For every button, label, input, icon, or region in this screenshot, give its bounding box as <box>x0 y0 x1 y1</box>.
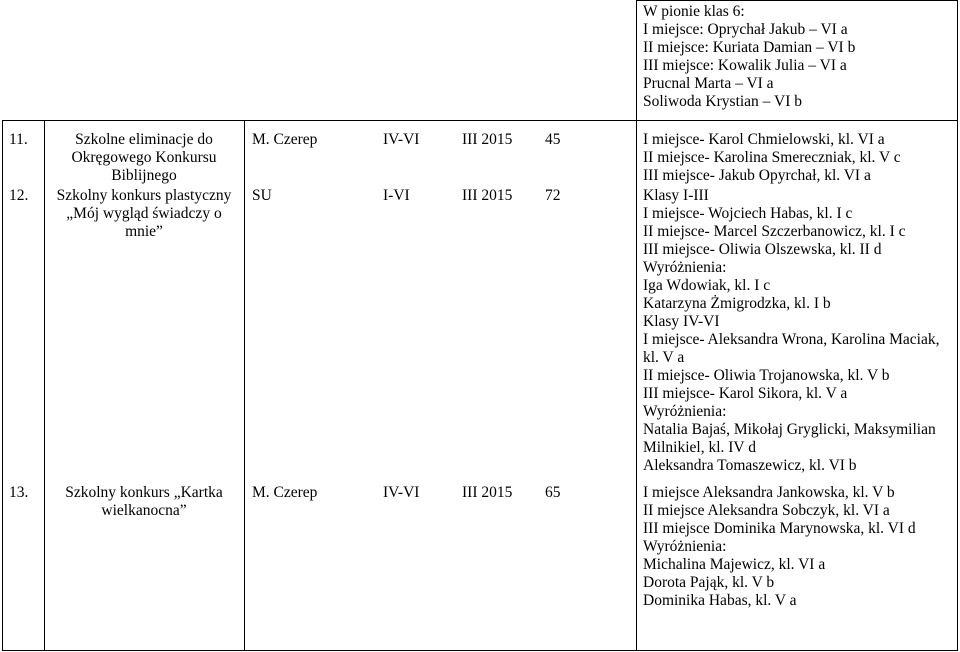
result-line: Dominika Habas, kl. V a <box>643 592 797 609</box>
result-line: II miejsce- Oliwia Trojanowska, kl. V b <box>643 367 890 384</box>
classes: IV-VI <box>383 131 420 148</box>
result-line: Wyróżnienia: <box>643 538 727 555</box>
class6-line: I miejsce: Oprychał Jakub – VI a <box>643 21 848 38</box>
contest-name-line: wielkanocna” <box>101 502 187 519</box>
results <box>643 131 901 185</box>
participant-count: 45 <box>545 131 561 148</box>
result-line: Aleksandra Tomaszewicz, kl. VI b <box>643 457 857 474</box>
contest-name-line: Szkolny konkurs plastyczny <box>56 187 232 204</box>
result-line: III miejsce- Karol Sikora, kl. V a <box>643 385 848 402</box>
col-divider-main <box>244 121 245 650</box>
classes: IV-VI <box>383 484 420 501</box>
class6-line: W pionie klas 6: <box>643 3 745 20</box>
result-line: Klasy IV-VI <box>643 313 720 330</box>
contest-name <box>44 131 244 185</box>
class6-results-block <box>643 3 855 111</box>
result-line: Michalina Majewicz, kl. VI a <box>643 556 826 573</box>
contest-name-line: „Mój wygląd świadczy o <box>66 205 222 222</box>
contest-name-line: Biblijnego <box>111 167 177 184</box>
result-line: Dorota Pająk, kl. V b <box>643 574 775 591</box>
contest-name-line: mnie” <box>125 223 163 240</box>
result-line: Milnikiel, kl. IV d <box>643 439 756 456</box>
header-bottom-border <box>2 120 958 121</box>
results <box>643 187 940 475</box>
participant-count: 72 <box>545 187 561 204</box>
contest-name <box>44 484 244 520</box>
contest-name-line: Okręgowego Konkursu <box>71 149 217 166</box>
result-line: II miejsce- Karolina Smereczniak, kl. V c <box>643 149 901 166</box>
result-line: III miejsce Dominika Marynowska, kl. VI d <box>643 520 916 537</box>
contest-name <box>44 187 244 241</box>
result-line: Iga Wdowiak, kl. I c <box>643 277 771 294</box>
class6-line: II miejsce: Kuriata Damian – VI b <box>643 39 856 56</box>
result-line: II miejsce Aleksandra Sobczyk, kl. VI a <box>643 502 890 519</box>
result-line: I miejsce- Aleksandra Wrona, Karolina Maciak, <box>643 331 940 348</box>
organizer: M. Czerep <box>252 484 318 501</box>
result-line: Wyróżnienia: <box>643 259 727 276</box>
organizer: SU <box>252 187 272 204</box>
contest-name-line: Szkolne eliminacje do <box>75 131 213 148</box>
table-border-bottom <box>2 650 958 651</box>
class6-line: Prucnal Marta – VI a <box>643 75 774 92</box>
date: III 2015 <box>462 484 513 501</box>
result-line: III miejsce- Oliwia Olszewska, kl. II d <box>643 241 882 258</box>
result-line: I miejsce- Karol Chmielowski, kl. VI a <box>643 131 885 148</box>
result-line: kl. V a <box>643 349 685 366</box>
date: III 2015 <box>462 131 513 148</box>
class6-line: III miejsce: Kowalik Julia – VI a <box>643 57 847 74</box>
result-line: III miejsce- Jakub Opyrchał, kl. VI a <box>643 167 871 184</box>
results <box>643 484 916 610</box>
contest-name-line: Szkolny konkurs „Kartka <box>65 484 223 501</box>
result-line: Klasy I-III <box>643 187 709 204</box>
table-border-right <box>957 0 958 650</box>
class6-line: Soliwoda Krystian – VI b <box>643 93 803 110</box>
result-line: II miejsce- Marcel Szczerbanowicz, kl. I c <box>643 223 906 240</box>
result-line: Natalia Bajaś, Mikołaj Gryglicki, Maksymilian <box>643 421 936 438</box>
row-number: 11. <box>9 131 28 148</box>
col-divider-results <box>636 0 637 650</box>
result-line: I miejsce- Wojciech Habas, kl. I c <box>643 205 853 222</box>
row-number: 13. <box>9 484 29 501</box>
participant-count: 65 <box>545 484 561 501</box>
date: III 2015 <box>462 187 513 204</box>
result-line: Katarzyna Żmigrodzka, kl. I b <box>643 295 831 312</box>
table-border-left <box>2 121 3 650</box>
top-border <box>636 0 958 1</box>
classes: I-VI <box>383 187 410 204</box>
result-line: Wyróżnienia: <box>643 403 727 420</box>
result-line: I miejsce Aleksandra Jankowska, kl. V b <box>643 484 895 501</box>
row-number: 12. <box>9 187 29 204</box>
organizer: M. Czerep <box>252 131 318 148</box>
